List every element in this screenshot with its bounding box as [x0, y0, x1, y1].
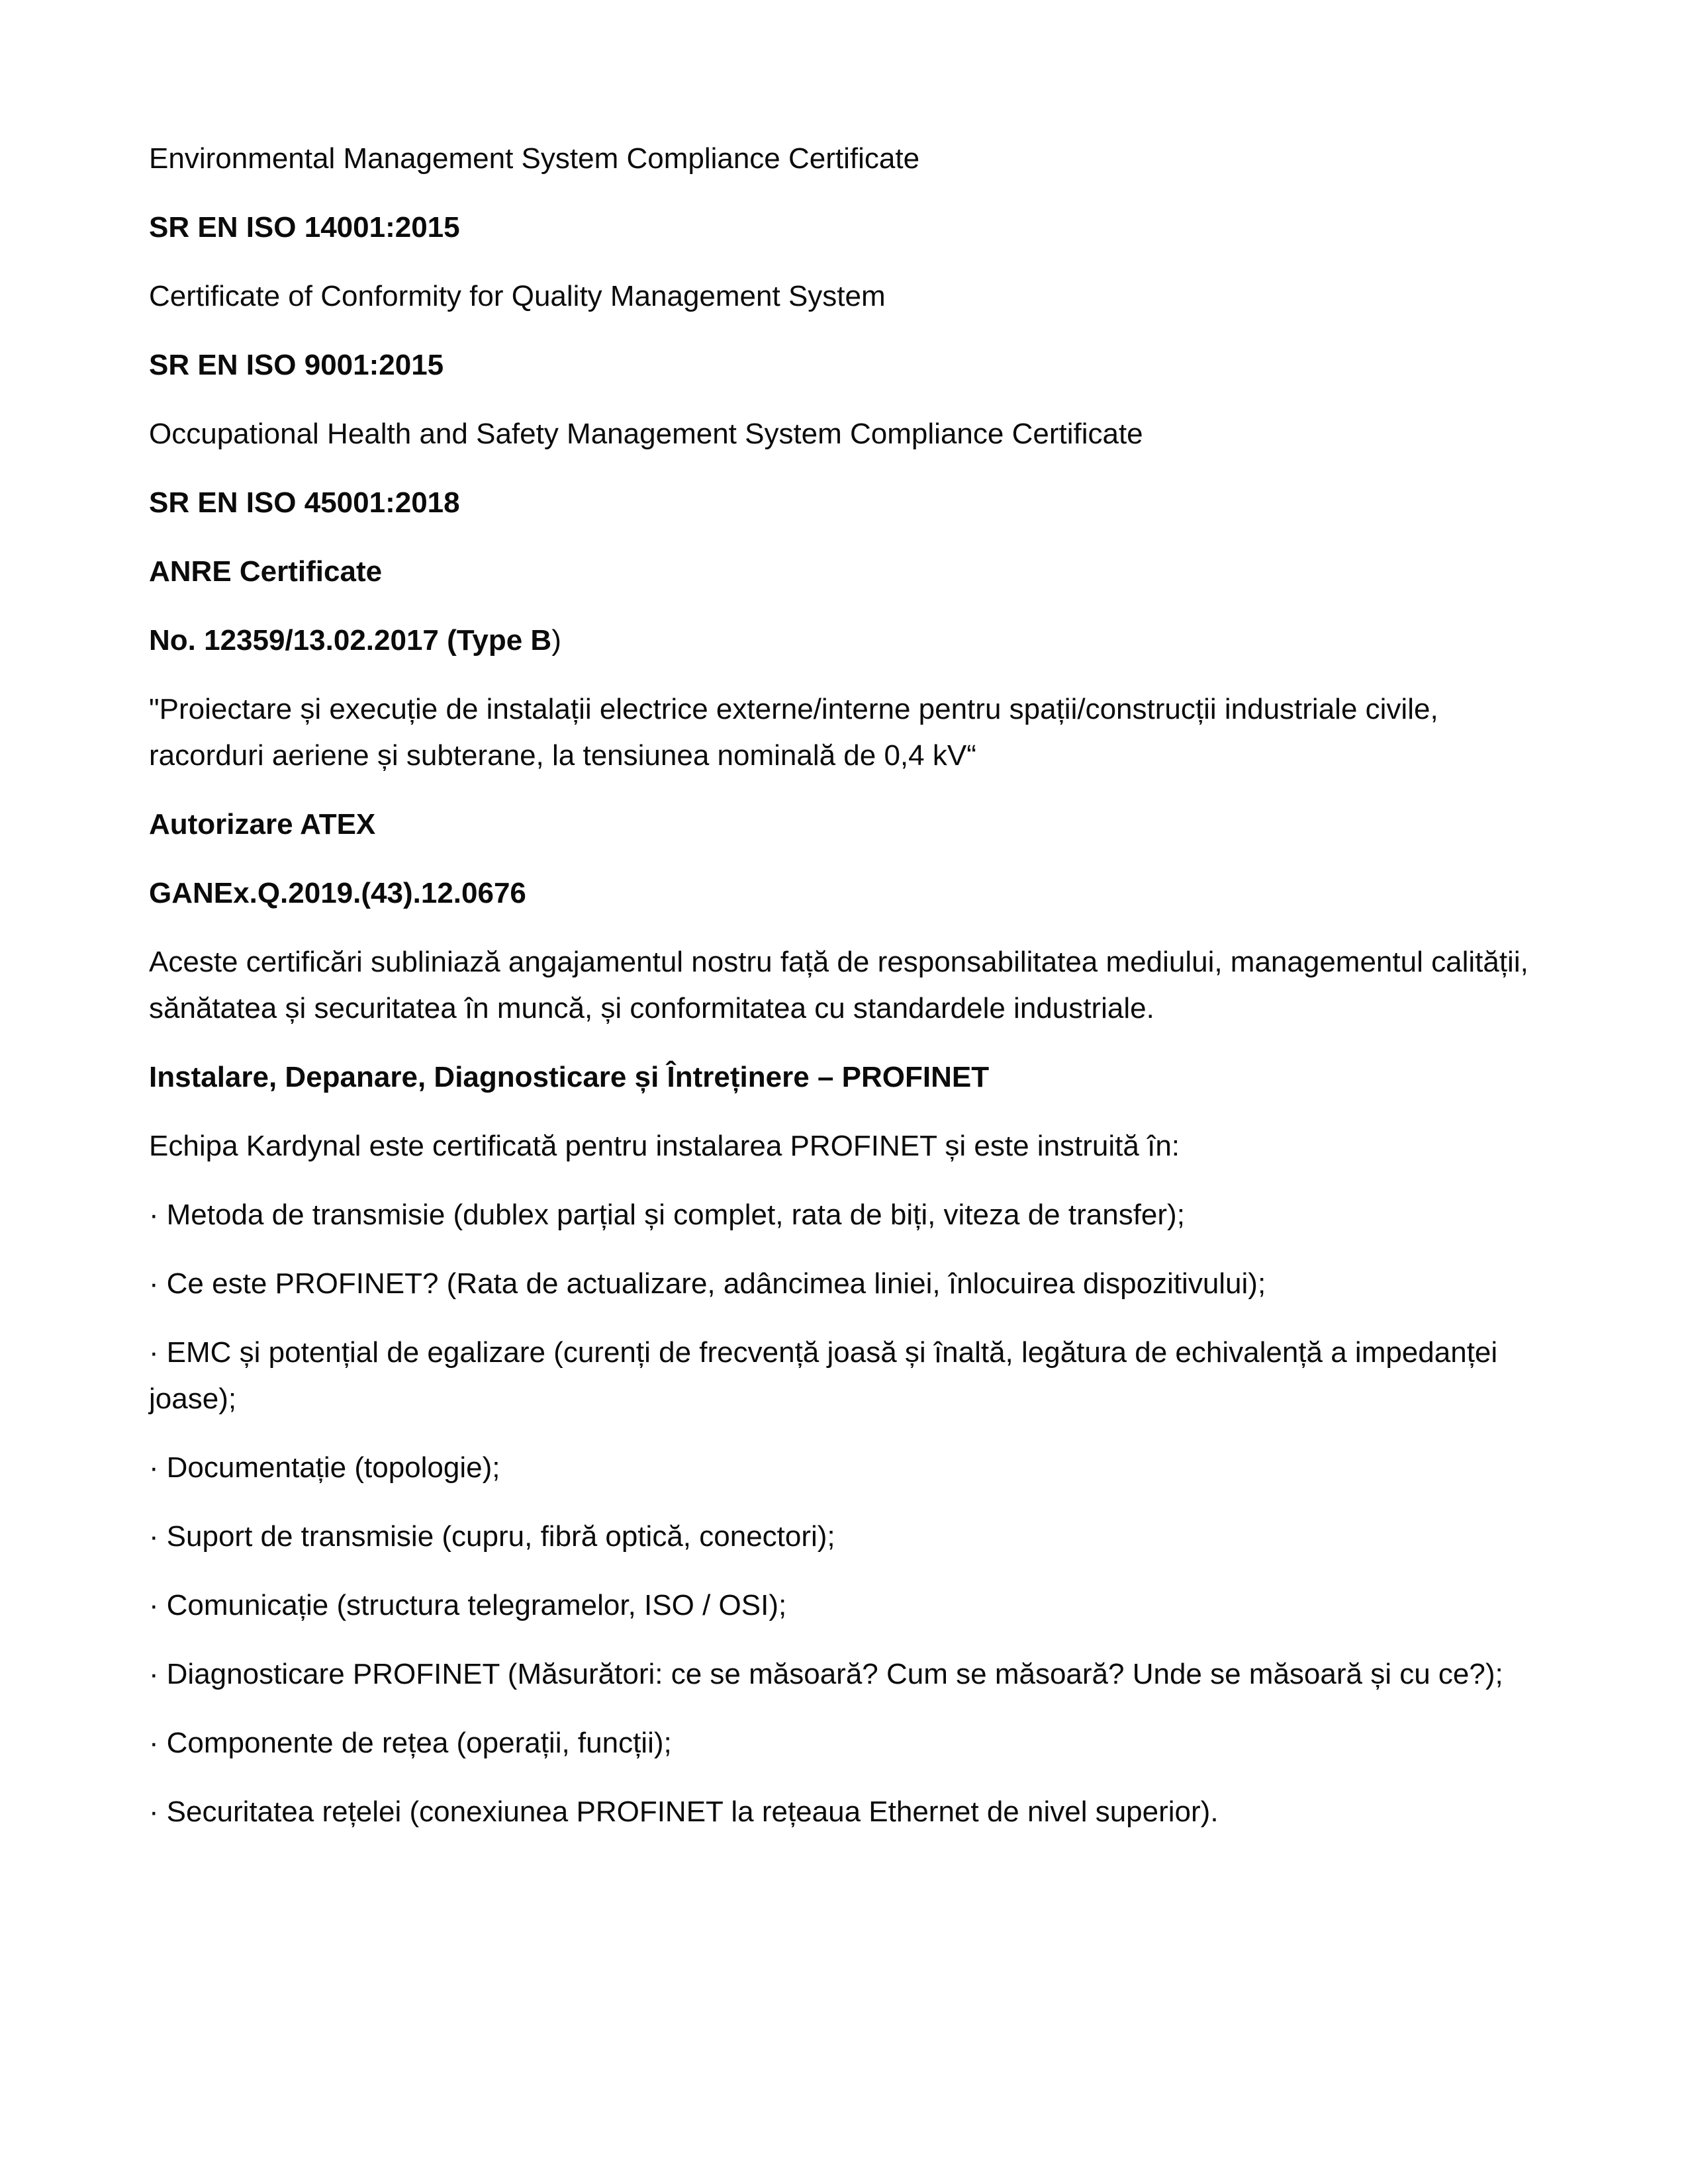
ohs-standard: SR EN ISO 45001:2018 [149, 486, 460, 519]
bullet-icon: · [149, 1199, 159, 1231]
bullet-icon: · [149, 1336, 159, 1369]
list-item [149, 1445, 1539, 1491]
list-item-text: Securitatea rețelei (conexiunea PROFINET la rețeaua Ethernet de nivel superior). [166, 1796, 1219, 1828]
document-page [149, 136, 1539, 1858]
list-item [149, 1514, 1539, 1560]
list-item-text: Metoda de transmisie (dublex parțial și complet, rata de biți, viteza de transfer); [166, 1199, 1185, 1231]
profinet-heading: Instalare, Depanare, Diagnosticare și Întreținere – PROFINET [149, 1061, 990, 1093]
list-item [149, 1330, 1539, 1422]
bullet-icon: · [149, 1267, 159, 1300]
list-item [149, 1789, 1539, 1835]
list-item [149, 1720, 1539, 1766]
bullet-icon: · [149, 1520, 159, 1553]
commitment-statement: Aceste certificări subliniază angajamentul nostru față de responsabilitatea mediului, managementul calității, sănătatea și securitatea în muncă, și conformitatea cu standardele industriale. [149, 946, 1528, 1024]
anre-scope-text: "Proiectare și execuție de instalații electrice externe/interne pentru spații/construcții industriale civile, racorduri aeriene și subterane, la tensiunea nominală de 0,4 kV“ [149, 693, 1438, 772]
list-item-text: Comunicație (structura telegramelor, ISO / OSI); [166, 1589, 787, 1621]
profinet-training-list [149, 1192, 1539, 1835]
anre-certificate-number [149, 617, 1539, 664]
atex-authorization-number: GANEx.Q.2019.(43).12.0676 [149, 877, 526, 909]
list-item-text: EMC și potențial de egalizare (curenți de frecvență joasă și înaltă, legătura de echivalență a impedanței joase); [149, 1336, 1498, 1415]
list-item-text: Suport de transmisie (cupru, fibră optică, conectori); [166, 1520, 835, 1553]
bullet-icon: · [149, 1796, 159, 1828]
bullet-icon: · [149, 1727, 159, 1759]
list-item [149, 1582, 1539, 1629]
anre-number-close: ) [551, 624, 561, 657]
list-item [149, 1192, 1539, 1238]
list-item-text: Diagnosticare PROFINET (Măsurători: ce se măsoară? Cum se măsoară? Unde se măsoară și cu ce?); [166, 1658, 1503, 1690]
anre-number-text: No. 12359/13.02.2017 (Type B [149, 624, 552, 657]
ohs-certificate-title: Occupational Health and Safety Management System Compliance Certificate [149, 418, 1143, 450]
bullet-icon: · [149, 1658, 159, 1690]
bullet-icon: · [149, 1589, 159, 1621]
qms-certificate-title: Certificate of Conformity for Quality Management System [149, 280, 886, 312]
profinet-intro: Echipa Kardynal este certificată pentru instalarea PROFINET și este instruită în: [149, 1130, 1180, 1162]
bullet-icon: · [149, 1451, 159, 1484]
list-item [149, 1261, 1539, 1307]
list-item-text: Componente de rețea (operații, funcții); [166, 1727, 672, 1759]
ems-standard: SR EN ISO 14001:2015 [149, 211, 460, 244]
list-item-text: Documentație (topologie); [166, 1451, 500, 1484]
anre-certificate-title: ANRE Certificate [149, 555, 383, 588]
qms-standard: SR EN ISO 9001:2015 [149, 349, 444, 381]
atex-authorization-title: Autorizare ATEX [149, 808, 376, 841]
ems-certificate-title: Environmental Management System Compliance Certificate [149, 142, 920, 175]
list-item [149, 1651, 1539, 1698]
list-item-text: Ce este PROFINET? (Rata de actualizare, adâncimea liniei, înlocuirea dispozitivului); [166, 1267, 1266, 1300]
